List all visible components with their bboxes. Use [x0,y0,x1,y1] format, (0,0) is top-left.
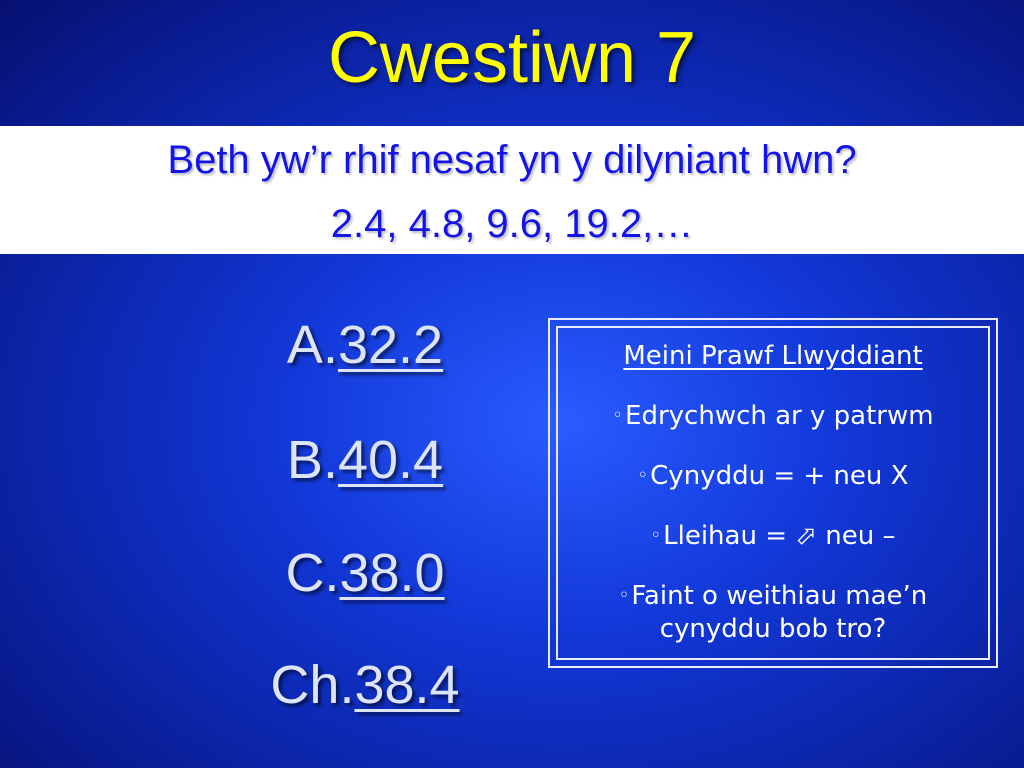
answer-link[interactable]: 32.2 [337,315,444,375]
success-criteria-heading: Meini Prawf Llwyddiant [623,341,923,371]
criteria-item: ◦Cynyddu = + neu X [637,461,909,491]
answer-letter: B. [286,430,338,490]
answer-link[interactable]: 38.0 [339,543,445,603]
question-text: Beth yw’r rhif nesaf yn y dilyniant hwn? [167,138,857,182]
criteria-item: ◦Faint o weithiau mae’n cynyddu bob tro? [618,581,928,644]
sequence-text: 2.4, 4.8, 9.6, 19.2,… [330,202,694,246]
answer-option-b[interactable] [230,430,500,490]
success-criteria-box [548,318,998,668]
criteria-item: ◦Lleihau = ⬀ neu – [650,521,896,551]
criteria-item: ◦Edrychwch ar y patrwm [612,401,934,431]
answer-option-c[interactable] [230,543,500,603]
success-criteria-inner-border [556,326,990,660]
answer-link[interactable]: 40.4 [337,430,444,490]
answer-letter: C. [285,543,340,603]
bullet-icon: ◦ [650,525,662,546]
answer-option-ch[interactable] [230,655,500,715]
slide-title: Cwestiwn 7 [327,18,697,98]
answer-letter: Ch. [270,655,355,715]
answer-letter: A. [286,315,338,375]
bullet-icon: ◦ [637,465,649,486]
answer-option-a[interactable] [230,315,500,375]
bullet-icon: ◦ [618,585,630,606]
answer-link[interactable]: 38.4 [354,655,460,715]
bullet-icon: ◦ [612,405,624,426]
